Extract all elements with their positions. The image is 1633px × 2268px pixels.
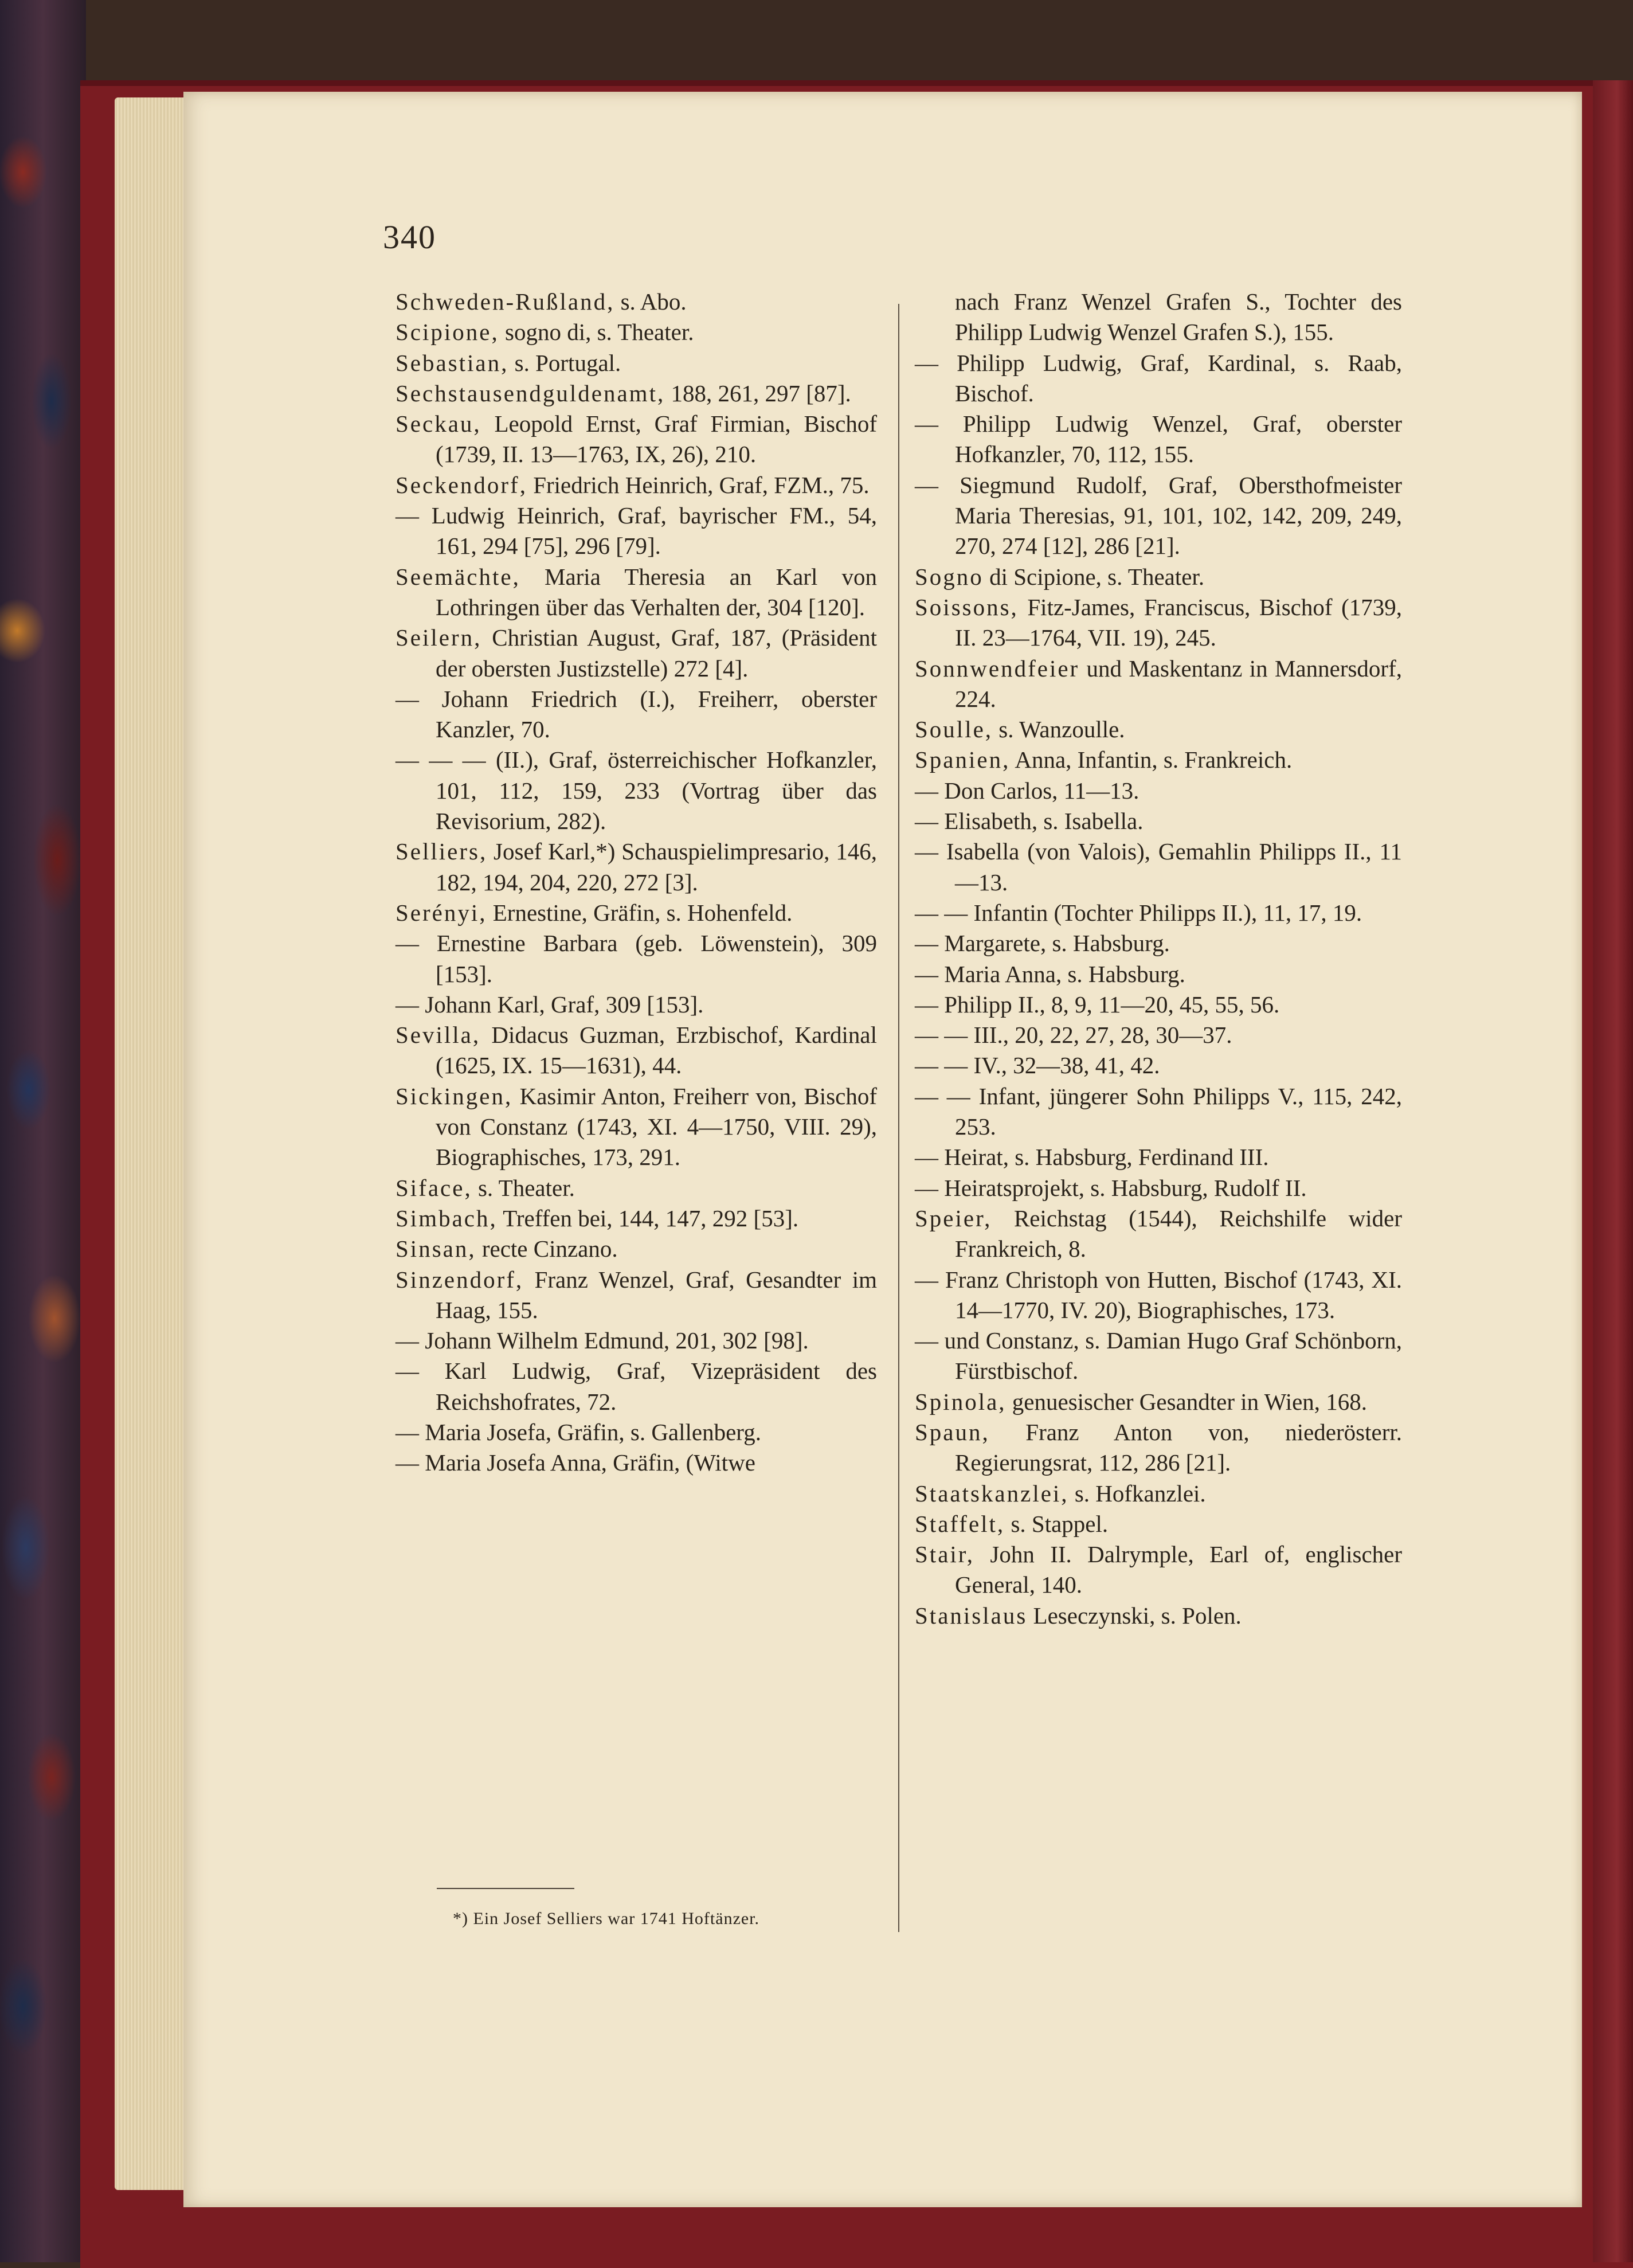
index-entry-heading: Staatskanzlei,: [915, 1480, 1069, 1507]
index-entry-text: und Maskentanz in Mannersdorf, 224.: [955, 655, 1402, 712]
index-entry-heading: Siface,: [395, 1174, 472, 1201]
index-entry-heading: Sebastian,: [395, 349, 509, 376]
index-entry: [395, 470, 877, 500]
index-entry: [915, 592, 1402, 654]
index-entry: [395, 745, 877, 836]
index-entry-heading: Sinsan,: [395, 1235, 476, 1262]
index-entry-heading: Sechstausendguldenamt,: [395, 380, 665, 406]
index-entry: [915, 654, 1402, 715]
index-entry-text: Reichstag (1544), Reichshilfe wider Frankreich, 8.: [955, 1205, 1402, 1262]
index-entry: [915, 562, 1402, 592]
index-entry-heading: Stanislaus: [915, 1602, 1028, 1629]
index-entry-heading: Soissons,: [915, 593, 1019, 620]
index-entry: [915, 1325, 1402, 1387]
index-entry-text: Fitz-James, Franciscus, Bischof (1739, II. 23—1764, VII. 19), 245.: [955, 593, 1402, 651]
footnote-rule: [437, 1888, 574, 1889]
index-entry: [395, 684, 877, 745]
index-entry: [395, 317, 877, 347]
marbled-endpaper-edge: [0, 0, 86, 2262]
index-entry: [395, 1325, 877, 1356]
index-entry-heading: Spinola,: [915, 1388, 1007, 1415]
index-entry-heading: Spanien,: [915, 746, 1011, 773]
index-entry-text: — Margarete, s. Habsburg.: [915, 930, 1170, 957]
index-entry: [915, 1509, 1402, 1539]
index-entry: [395, 990, 877, 1020]
index-entry: [915, 1417, 1402, 1479]
index-entry-text: — Maria Josefa Anna, Gräfin, (Witwe: [395, 1449, 755, 1476]
index-entry-text: genuesischer Gesandter in Wien, 168.: [1006, 1388, 1368, 1415]
index-entry-text: — Johann Karl, Graf, 309 [153].: [395, 991, 704, 1018]
index-entry-text: Leseczynski, s. Polen.: [1027, 1602, 1242, 1629]
index-entry-text: — und Constanz, s. Damian Hugo Graf Schönborn, Fürstbischof.: [915, 1327, 1402, 1385]
index-entry-text: — — — (II.), Graf, österreichischer Hofkanzler, 101, 112, 159, 233 (Vortrag über das Revisorium, 282).: [395, 746, 877, 835]
index-entry-text: — Philipp Ludwig, Graf, Kardinal, s. Raab, Bischof.: [915, 349, 1402, 406]
index-entry-text: — Johann Wilhelm Edmund, 201, 302 [98].: [395, 1327, 809, 1354]
index-entry: [395, 1020, 877, 1081]
index-entry-text: Ernestine, Gräfin, s. Hohenfeld.: [487, 899, 793, 926]
index-entry-text: s. Hofkanzlei.: [1068, 1480, 1206, 1507]
index-entry-text: — — Infant, jüngerer Sohn Philipps V., 115, 242, 253.: [915, 1082, 1402, 1140]
index-entry-heading: Stair,: [915, 1541, 975, 1568]
index-entry-text: — Isabella (von Valois), Gemahlin Philipps II., 11—13.: [915, 838, 1402, 896]
index-entry-text: — Don Carlos, 11—13.: [915, 777, 1139, 804]
index-entry: [915, 959, 1402, 990]
index-entry: [915, 1173, 1402, 1203]
index-entry: [915, 1539, 1402, 1601]
index-entry: [395, 1234, 877, 1264]
index-entry: [915, 745, 1402, 775]
index-entry-text: Anna, Infantin, s. Frankreich.: [1010, 746, 1293, 773]
index-entry: [395, 1448, 877, 1478]
index-entry-heading: Sogno: [915, 563, 984, 590]
index-entry-text: recte Cinzano.: [476, 1235, 618, 1262]
index-entry-heading: Serényi,: [395, 899, 487, 926]
index-entry-text: Didacus Guzman, Erzbischof, Kardinal (1625, IX. 15—1631), 44.: [436, 1022, 877, 1079]
index-entry: [915, 409, 1402, 470]
index-entry: [915, 776, 1402, 806]
column-divider: [898, 304, 899, 1932]
index-entry-text: — Maria Josefa, Gräfin, s. Gallenberg.: [395, 1418, 761, 1445]
index-entry: [915, 1601, 1402, 1631]
index-entry-text: s. Stappel.: [1005, 1510, 1109, 1537]
index-entry-text: Josef Karl,*) Schauspielimpresario, 146, 182, 194, 204, 220, 272 [3].: [436, 838, 877, 896]
index-entry: [915, 898, 1402, 928]
index-entry: [915, 714, 1402, 745]
index-entry: [395, 562, 877, 623]
index-entry-heading: Sickingen,: [395, 1082, 513, 1109]
index-entry-heading: Soulle,: [915, 716, 993, 743]
index-entry-text: — — IV., 32—38, 41, 42.: [915, 1052, 1160, 1079]
index-entry: [395, 348, 877, 378]
index-entry: [395, 1356, 877, 1417]
index-entry-heading: Simbach,: [395, 1205, 498, 1231]
index-column-right: [915, 287, 1402, 1631]
index-entry-text: — Heiratsprojekt, s. Habsburg, Rudolf II.: [915, 1174, 1307, 1201]
index-entry-heading: Speier,: [915, 1205, 992, 1231]
index-entry-heading: Spaun,: [915, 1418, 990, 1445]
index-entry: [395, 409, 877, 470]
index-entry-heading: Schweden-Rußland,: [395, 288, 615, 315]
index-entry-text: — Philipp II., 8, 9, 11—20, 45, 55, 56.: [915, 991, 1280, 1018]
index-entry-text: s. Portugal.: [508, 349, 621, 376]
index-entry-text: — Maria Anna, s. Habsburg.: [915, 960, 1185, 987]
index-entry: [395, 836, 877, 898]
index-entry: [915, 806, 1402, 836]
index-entry: [395, 928, 877, 990]
index-entry: [915, 1050, 1402, 1081]
index-entry: [395, 378, 877, 409]
index-entry-text: Christian August, Graf, 187, (Präsident der obersten Justizstelle) 272 [4].: [436, 624, 877, 682]
index-entry: [395, 623, 877, 684]
index-entry-heading: Scipione,: [395, 319, 499, 346]
index-entry: [395, 500, 877, 562]
index-entry-text: sogno di, s. Theater.: [499, 319, 694, 346]
index-entry-text: s. Wanzoulle.: [993, 716, 1125, 743]
index-entry-text: Friedrich Heinrich, Graf, FZM., 75.: [527, 471, 870, 498]
index-entry-text: John II. Dalrymple, Earl of, englischer General, 140.: [955, 1541, 1402, 1598]
index-entry: [395, 898, 877, 928]
index-entry: [395, 1417, 877, 1448]
index-entry-heading: Sonnwendfeier: [915, 655, 1080, 682]
index-entry-text: Kasimir Anton, Freiherr von, Bischof von Constanz (1743, XI. 4—1750, VIII. 29), Biographisches, 173, 291.: [436, 1082, 877, 1171]
index-entry-text: — Franz Christoph von Hutten, Bischof (1743, XI. 14—1770, IV. 20), Biographisches, 173.: [915, 1266, 1402, 1323]
index-entry: [915, 1203, 1402, 1265]
index-entry-heading: Sinzendorf,: [395, 1266, 524, 1293]
index-entry-heading: Seemächte,: [395, 563, 520, 590]
index-entry-text: — Heirat, s. Habsburg, Ferdinand III.: [915, 1144, 1269, 1171]
index-entry-text: — — III., 20, 22, 27, 28, 30—37.: [915, 1022, 1232, 1049]
index-entry-text: Treffen bei, 144, 147, 292 [53].: [497, 1205, 799, 1231]
index-entry-text: — Elisabeth, s. Isabella.: [915, 808, 1144, 835]
index-entry-text: s. Theater.: [472, 1174, 575, 1201]
index-entry: [395, 1081, 877, 1173]
index-entry-text: — Philipp Ludwig Wenzel, Graf, oberster Hofkanzler, 70, 112, 155.: [915, 410, 1402, 468]
index-entry-text: Franz Anton von, niederösterr. Regierungsrat, 112, 286 [21].: [955, 1418, 1402, 1476]
index-entry-text: — Johann Friedrich (I.), Freiherr, oberster Kanzler, 70.: [395, 685, 877, 743]
index-entry-text: — Karl Ludwig, Graf, Vizepräsident des Reichshofrates, 72.: [395, 1358, 877, 1415]
index-entry-text: nach Franz Wenzel Grafen S., Tochter des Philipp Ludwig Wenzel Grafen S.), 155.: [955, 288, 1402, 346]
index-entry-heading: Staffelt,: [915, 1510, 1005, 1537]
index-entry: [915, 836, 1402, 898]
index-entry-text: — — Infantin (Tochter Philipps II.), 11, 17, 19.: [915, 899, 1362, 926]
index-entry-heading: Seckendorf,: [395, 471, 527, 498]
index-entry: [915, 1265, 1402, 1326]
index-entry: [915, 1081, 1402, 1143]
index-entry: [915, 287, 1402, 348]
index-entry-text: 188, 261, 297 [87].: [665, 380, 851, 406]
index-entry: [395, 1265, 877, 1326]
index-entry-heading: Seilern,: [395, 624, 482, 651]
index-entry: [395, 1203, 877, 1234]
index-entry: [915, 348, 1402, 409]
index-entry: [395, 1173, 877, 1203]
book-cover-right-edge: [1593, 80, 1633, 2262]
index-entry-text: — Siegmund Rudolf, Graf, Obersthofmeister Maria Theresias, 91, 101, 102, 142, 209, 249, 270, 274 [12], 286 [21].: [915, 471, 1402, 560]
index-entry-text: di Scipione, s. Theater.: [983, 563, 1205, 590]
index-entry: [915, 1387, 1402, 1417]
index-entry-text: — Ernestine Barbara (geb. Löwenstein), 309 [153].: [395, 930, 877, 987]
index-entry: [915, 928, 1402, 959]
page-number: 340: [383, 218, 436, 256]
footnote: *) Ein Josef Selliers war 1741 Hoftänzer.: [453, 1909, 760, 1928]
index-entry-text: Maria Theresia an Karl von Lothringen über das Verhalten der, 304 [120].: [436, 563, 877, 620]
index-entry-heading: Selliers,: [395, 838, 488, 865]
index-entry-text: — Ludwig Heinrich, Graf, bayrischer FM., 54, 161, 294 [75], 296 [79].: [395, 502, 877, 560]
index-entry: [395, 287, 877, 317]
index-entry: [915, 1020, 1402, 1050]
index-entry: [915, 990, 1402, 1020]
index-entry: [915, 1142, 1402, 1172]
index-entry-heading: Sevilla,: [395, 1022, 481, 1049]
index-entry-heading: Seckau,: [395, 410, 481, 437]
index-entry-text: Leopold Ernst, Graf Firmian, Bischof (1739, II. 13—1763, IX, 26), 210.: [436, 410, 877, 468]
index-column-left: [395, 287, 877, 1479]
page-edges: [115, 97, 189, 2190]
index-entry-text: Franz Wenzel, Graf, Gesandter im Haag, 155.: [436, 1266, 877, 1323]
index-entry: [915, 1479, 1402, 1509]
index-entry: [915, 470, 1402, 562]
index-entry-text: s. Abo.: [614, 288, 687, 315]
